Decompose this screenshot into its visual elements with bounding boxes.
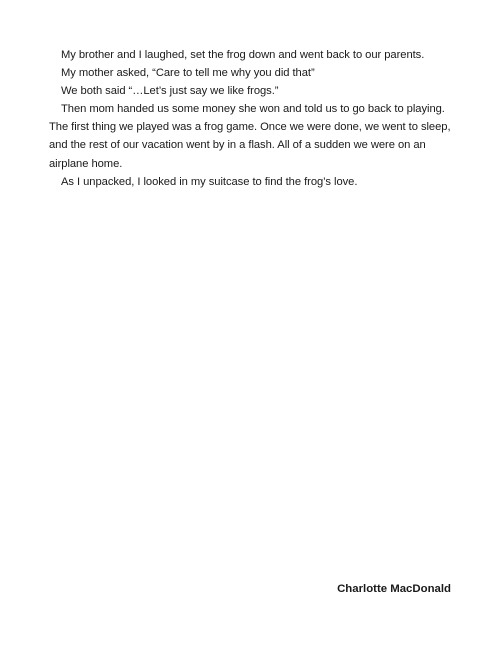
paragraph-money-and-vacation: Then mom handed us some money she won and told us to go back to playing. The first thing we played was a frog game. Once we were done, we went to sleep, and the rest of our vacation went by in a flash. All of a sudden we were on an airplane home. — [49, 103, 451, 170]
paragraph-unpacked: As I unpacked, I looked in my suitcase to find the frog’s love. — [61, 175, 358, 188]
paragraph-both-said: We both said “…Let’s just say we like frogs.” — [61, 85, 279, 98]
paragraph-mother-asked: My mother asked, “Care to tell me why you did that” — [61, 67, 315, 80]
author-signature: Charlotte MacDonald — [337, 583, 451, 595]
story-body — [49, 46, 454, 191]
paragraph-laughed: My brother and I laughed, set the frog down and went back to our parents. — [61, 49, 425, 61]
